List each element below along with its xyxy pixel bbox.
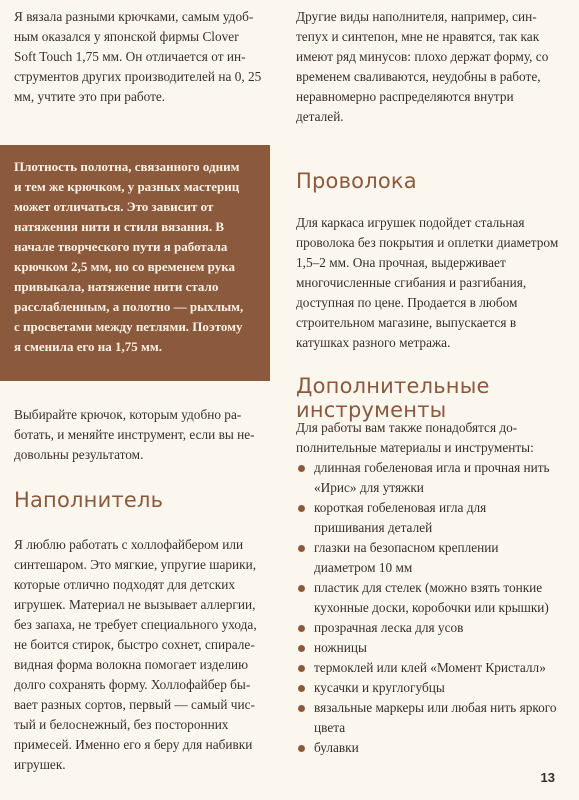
- bullet-icon: [298, 545, 305, 552]
- bullet-icon: [298, 505, 305, 512]
- heading-additional-tools: Дополнительные инструменты: [296, 374, 490, 422]
- bullet-icon: [298, 705, 305, 712]
- wire-paragraph: Для каркаса игрушек подойдет стальная проволока без покрытия и оплетки диаметром 1,5–2 мм. Она прочная, выдерживает многочисленные сгибания и разгибания, доступная по цене. Продается в любом строительном магазине, выпускается в катушках разного метража.: [296, 215, 559, 350]
- list-item: булавки: [296, 738, 560, 758]
- bullet-icon: [298, 625, 305, 632]
- list-item: вязальные маркеры или любая нить яркого цвета: [296, 698, 560, 738]
- page-number: 13: [540, 770, 555, 785]
- bullet-icon: [298, 465, 305, 472]
- bullet-icon: [298, 665, 305, 672]
- tools-intro-paragraph: Для работы вам также понадобятся дополнительные материалы и инструменты:: [296, 420, 534, 455]
- filler-paragraph: Я люблю работать с холлофайбером или синтешаром. Это мягкие, упругие шарики, которые отлично подходят для детских игрушек. Материал не вызывает аллергии, без запаха, не требует специального ухода, не боится стирок, быстро сохнет, спиралевидная форма волокна помогает изделию долго сохранять форму. Холлофайбер бывает разных сортов, первый — самый чистый и белоснежный, без посторонних примесей. Именно его я беру для набивки игрушек.: [14, 537, 257, 772]
- heading-filler: Наполнитель: [14, 488, 164, 512]
- heading-wire: Проволока: [296, 169, 417, 193]
- list-item: ножницы: [296, 638, 560, 658]
- callout-text: Плотность полотна, связанного одним и тем же крючком, у разных мастериц может отличаться. Это зависит от натяжения нити и стиля вязания. В начале творческого пути я работала крючком 2,5 мм, но со временем рука привыкала, натяжение нити стало расслабленным, а полотно — рыхлым, с просветами между петлями. Поэтому я сменила его на 1,75 мм.: [14, 159, 244, 354]
- callout-box: [0, 145, 270, 381]
- list-item: кусачки и круглогубцы: [296, 678, 560, 698]
- hook-advice-paragraph: Выбирайте крючок, которым удобно работать, и меняйте инструмент, если вы недовольны результатом.: [14, 407, 255, 462]
- list-item: короткая гобеленовая игла для пришивания деталей: [296, 498, 560, 538]
- list-item: длинная гобеленовая игла и прочная нить «Ирис» для утяжки: [296, 458, 560, 498]
- list-item: глазки на безопасном креплении диаметром 10 мм: [296, 538, 560, 578]
- bullet-icon: [298, 585, 305, 592]
- list-item: термоклей или клей «Момент Кристалл»: [296, 658, 560, 678]
- hook-paragraph: Я вязала разными крючками, самым удобным оказался у японской фирмы Clover Soft Touch 1,75 мм. Он отличается от инструментов других производителей на 0, 25 мм, учтите это при работе.: [14, 9, 262, 104]
- list-item: прозрачная леска для усов: [296, 618, 560, 638]
- bullet-icon: [298, 745, 305, 752]
- bullet-icon: [298, 685, 305, 692]
- tools-list: [296, 458, 560, 758]
- other-fillers-paragraph: Другие виды наполнителя, например, синтепух и синтепон, мне не нравятся, так как имеют ряд минусов: плохо держат форму, со временем сваливаются, неудобны в работе, неравномерно распределяются внутри деталей.: [296, 9, 549, 124]
- list-item: пластик для стелек (можно взять тонкие кухонные доски, коробочки или крышки): [296, 578, 560, 618]
- bullet-icon: [298, 645, 305, 652]
